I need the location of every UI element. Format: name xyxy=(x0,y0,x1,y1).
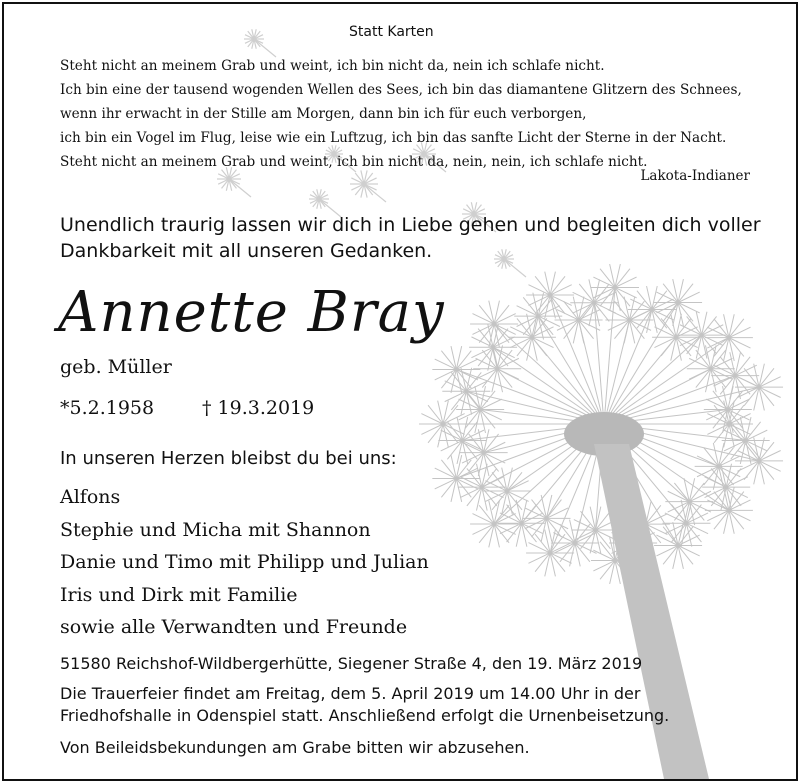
list-item: Iris und Dirk mit Familie xyxy=(60,583,298,606)
death-date: † 19.3.2019 xyxy=(202,397,315,419)
intro-line: Dankbarkeit mit all unseren Gedanken. xyxy=(60,240,433,262)
poem xyxy=(60,54,742,174)
list-item: Stephie und Micha mit Shannon xyxy=(60,518,371,541)
mourners-intro: In unseren Herzen bleibst du bei uns: xyxy=(60,448,397,469)
intro-line: Unendlich traurig lassen wir dich in Liebe gehen und begleiten dich voller xyxy=(60,214,761,236)
mourners-list xyxy=(60,481,429,644)
statt-karten-label: Statt Karten xyxy=(349,24,434,40)
poem-line: Steht nicht an meinem Grab und weint, ich bin nicht da, nein, nein, ich schlafe nicht. xyxy=(60,154,648,170)
poem-line: Ich bin eine der tausend wogenden Wellen des Sees, ich bin das diamantene Glitzern des Schnees, xyxy=(60,82,742,98)
deceased-name: Annette Bray xyxy=(58,280,445,345)
list-item: Alfons xyxy=(60,486,121,508)
address-line: 51580 Reichshof-Wildbergerhütte, Siegener Straße 4, den 19. März 2019 xyxy=(60,654,643,673)
birth-date: *5.2.1958 xyxy=(60,397,155,419)
list-item: Danie und Timo mit Philipp und Julian xyxy=(60,551,429,573)
ceremony-notice xyxy=(60,683,669,727)
poem-line: Steht nicht an meinem Grab und weint, ich bin nicht da, nein ich schlafe nicht. xyxy=(60,58,605,74)
birth-name: geb. Müller xyxy=(60,356,172,378)
notice-line: Die Trauerfeier findet am Freitag, dem 5. April 2019 um 14.00 Uhr in der xyxy=(60,684,641,703)
notice-line: Friedhofshalle in Odenspiel statt. Anschließend erfolgt die Urnenbeisetzung. xyxy=(60,706,670,725)
poem-line: wenn ihr erwacht in der Stille am Morgen, dann bin ich für euch verborgen, xyxy=(60,106,587,122)
poem-source: Lakota-Indianer xyxy=(640,168,750,184)
list-item: sowie alle Verwandten und Freunde xyxy=(60,616,408,638)
intro-text xyxy=(60,212,761,264)
obituary-card xyxy=(2,2,798,781)
poem-line: ich bin ein Vogel im Flug, leise wie ein Luftzug, ich bin das sanfte Licht der Sterne in der Nacht. xyxy=(60,130,727,146)
condolence-note: Von Beileidsbekundungen am Grabe bitten wir abzusehen. xyxy=(60,738,530,757)
